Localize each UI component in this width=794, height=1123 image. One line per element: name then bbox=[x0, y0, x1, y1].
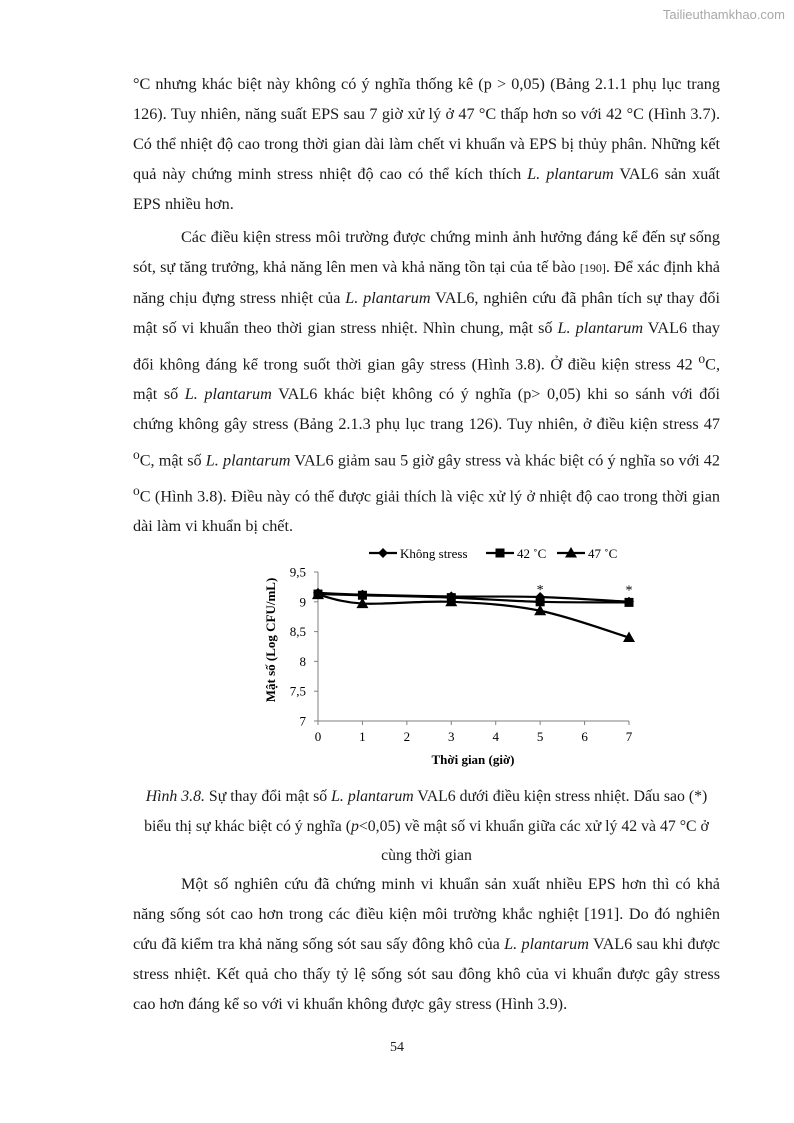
y-tick-label: 9,5 bbox=[289, 564, 306, 580]
caption-run: VAL6 dưới điều kiện stress nhiệt. Dấu sao (*) biểu thị sự khác biệt có ý nghĩa ( bbox=[144, 788, 708, 835]
x-tick-label: 0 bbox=[314, 729, 322, 744]
square-marker bbox=[625, 598, 634, 607]
x-tick-label: 1 bbox=[359, 729, 366, 744]
x-tick-label: 3 bbox=[448, 729, 455, 744]
para3-run: Một số nghiên cứu đã chứng minh vi khuẩn sản xuất nhiều EPS hơn thì có khả năng sống sót cao hơn trong các điều kiện môi trường khắc nghiệt [191]. Do đó nghiên cứu đã kiểm tra khả năng sống sót sau sấy đông khô của bbox=[133, 875, 720, 953]
para2-run: C, mật số bbox=[139, 451, 206, 470]
para2-run: VAL6 thay đổi không đáng kể trong suốt thời gian gây stress (Hình 3.8). Ở điều kiện stress 42 bbox=[133, 318, 720, 374]
x-tick-label: 5 bbox=[536, 729, 544, 744]
para1-run: °C nhưng khác biệt này không có ý nghĩa thống kê (p > 0,05) (Bảng 2.1.1 phụ lục trang 126). Tuy nhiên, năng suất EPS sau 7 giờ xử lý ở 47 °C thấp hơn so với 42 °C (Hình 3.7). Có thể nhiệt độ cao trong thời gian dài làm chết vi khuẩn và EPS bị thủy phân. Những kết quả này chứng minh stress nhiệt độ cao có thể kích thích bbox=[133, 75, 720, 183]
paragraph-3 bbox=[133, 870, 720, 1020]
legend-label: 47 ˚C bbox=[588, 546, 618, 561]
y-tick-label: 9 bbox=[299, 594, 306, 610]
caption-run: Hình 3.8. bbox=[145, 788, 205, 805]
watermark: Tailieuthamkhao.com bbox=[662, 7, 785, 22]
caption-run: Sự thay đổi mật số bbox=[204, 788, 332, 805]
para2-run: o bbox=[133, 483, 140, 499]
page-number: 54 bbox=[390, 1040, 404, 1055]
y-tick-label: 7,5 bbox=[289, 683, 306, 699]
para2-run: VAL6 giảm sau 5 giờ gây stress và khác biệt có ý nghĩa so với 42 bbox=[290, 451, 720, 470]
y-tick-label: 8 bbox=[299, 653, 306, 669]
para2-run: [190] bbox=[579, 260, 606, 275]
x-tick-label: 6 bbox=[581, 729, 588, 744]
para2-run: Các điều kiện stress môi trường được chứng minh ảnh hưởng đáng kể đến sự sống sót, sự tăng trưởng, khả năng lên men và khả năng tồn tại của tế bào bbox=[133, 228, 720, 276]
significance-star: * bbox=[536, 582, 544, 598]
para2-run: VAL6 khác biệt không có ý nghĩa (p> 0,05) khi so sánh với đối chứng không gây stress (Bảng 2.1.3 phụ lục trang 126). Tuy nhiên, ở điều kiện stress 47 bbox=[133, 384, 720, 433]
para2-run: L. plantarum bbox=[557, 318, 644, 337]
x-tick-label: 4 bbox=[492, 729, 499, 744]
y-tick-label: 8,5 bbox=[289, 624, 306, 640]
y-tick-label: 7 bbox=[299, 713, 306, 729]
paragraph-1 bbox=[133, 70, 720, 220]
caption-run: L. plantarum bbox=[331, 788, 414, 805]
figure-caption bbox=[133, 782, 720, 871]
para2-run: o bbox=[698, 350, 706, 366]
legend-label: 42 ˚C bbox=[517, 546, 547, 561]
para2-run: L. plantarum bbox=[345, 288, 431, 307]
para3-run: VAL6 sau khi được stress nhiệt. Kết quả cho thấy tỷ lệ sống sót sau đông khô của vi khuẩn được gây stress cao hơn đáng kể so với vi khuẩn không được gây stress (Hình 3.9). bbox=[133, 934, 720, 1013]
para1-run: VAL6 sản xuất EPS nhiều hơn. bbox=[133, 164, 720, 213]
x-tick-label: 7 bbox=[625, 729, 633, 744]
y-axis-label: Mật số (Log CFU/mL) bbox=[263, 577, 278, 703]
para1-run: L. plantarum bbox=[527, 164, 614, 183]
x-tick-label: 2 bbox=[403, 729, 411, 744]
square-marker bbox=[496, 549, 505, 558]
legend-label: Không stress bbox=[400, 546, 468, 561]
para2-run: C, mật số bbox=[133, 355, 720, 403]
chart-series bbox=[312, 583, 635, 642]
series-line bbox=[318, 595, 629, 638]
significance-star: * bbox=[625, 583, 633, 599]
x-axis-label: Thời gian (giờ) bbox=[431, 752, 515, 767]
para2-run: L. plantarum bbox=[184, 384, 272, 403]
caption-run: <0,05) về mật số vi khuẩn giữa các xử lý 42 và 47 °C ở cùng thời gian bbox=[358, 817, 709, 864]
density-line-chart bbox=[0, 538, 794, 778]
para2-run: C (Hình 3.8). Điều này có thể được giải thích là việc xử lý ở nhiệt độ cao trong thời gian dài làm vi khuẩn bị chết. bbox=[133, 487, 720, 536]
para2-run: VAL6, nghiên cứu đã phân tích sự thay đổi mật số vi khuẩn theo thời gian stress nhiệt. Nhìn chung, mật số bbox=[133, 288, 720, 337]
para3-run: L. plantarum bbox=[504, 934, 589, 953]
para2-run: . Để xác định khả năng chịu đựng stress nhiệt của bbox=[133, 257, 720, 307]
chart-axes bbox=[290, 565, 633, 745]
para2-run: o bbox=[133, 446, 140, 462]
paragraph-2 bbox=[133, 223, 720, 542]
para2-run: L. plantarum bbox=[205, 451, 291, 470]
diamond-marker bbox=[378, 548, 388, 558]
caption-run: p bbox=[350, 817, 359, 835]
chart-legend bbox=[369, 546, 617, 561]
